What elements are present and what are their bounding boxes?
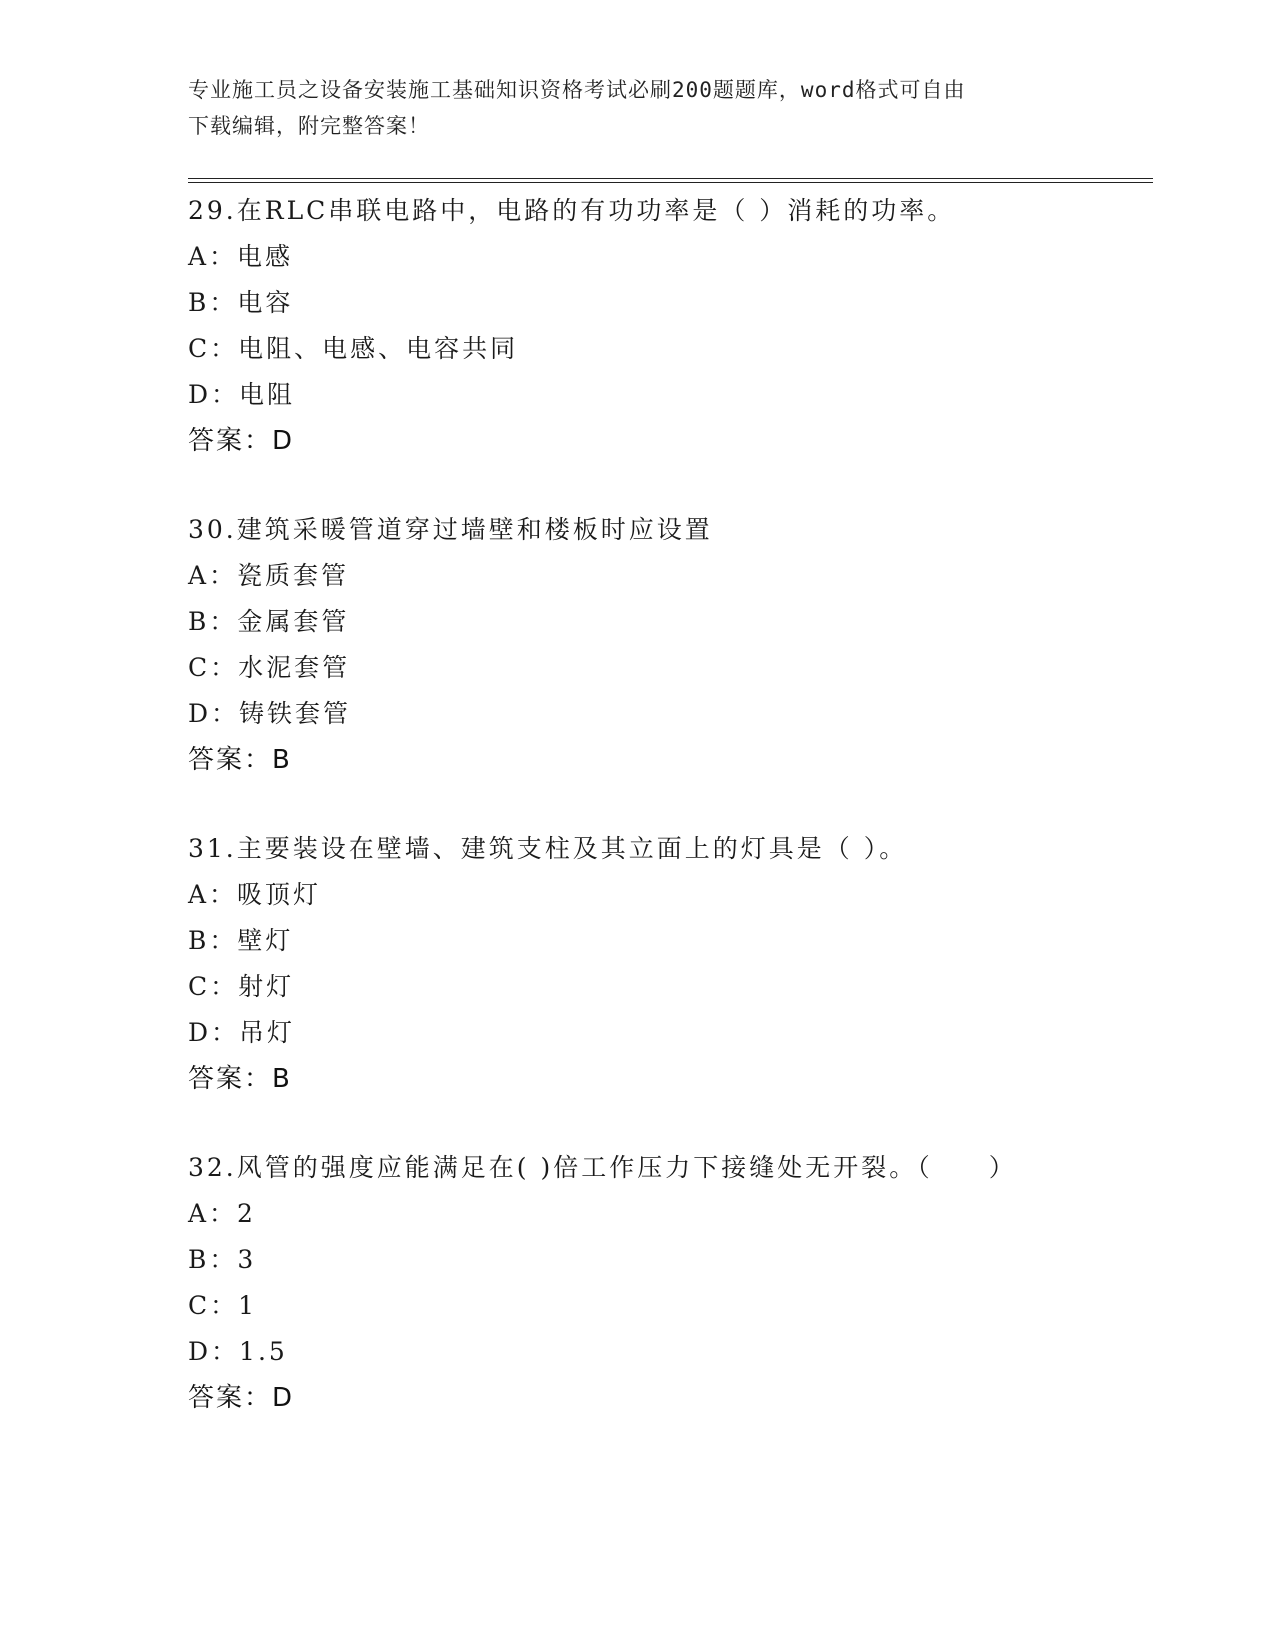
option-b: B：3 — [188, 1245, 257, 1274]
question-title: 30.建筑采暖管道穿过墙壁和楼板时应设置 — [188, 515, 713, 544]
header-line-2: 下载编辑，附完整答案！ — [188, 114, 430, 138]
answer-value: D — [272, 426, 294, 456]
answer-label: 答案： — [188, 745, 273, 775]
option-d: D：铸铁套管 — [188, 699, 352, 728]
question-31 — [188, 826, 1148, 1102]
answer-value: B — [272, 745, 291, 775]
answer-value: B — [272, 1064, 291, 1094]
option-a: A：吸顶灯 — [188, 880, 322, 909]
answer-line — [188, 1375, 1148, 1421]
option-c: C：水泥套管 — [188, 653, 351, 682]
answer-line — [188, 1056, 1148, 1102]
option-c: C：1 — [188, 1291, 258, 1320]
header-divider-top — [188, 178, 1153, 179]
option-c: C：电阻、电感、电容共同 — [188, 334, 519, 363]
option-a: A：2 — [188, 1199, 256, 1228]
question-title: 31.主要装设在壁墙、建筑支柱及其立面上的灯具是（ ）。 — [188, 834, 908, 863]
question-32 — [188, 1145, 1148, 1421]
header-divider-bottom — [188, 182, 1153, 183]
option-a: A：瓷质套管 — [188, 561, 350, 590]
option-b: B：电容 — [188, 288, 294, 317]
option-d: D：电阻 — [188, 380, 296, 409]
answer-line — [188, 418, 1148, 464]
answer-value: D — [272, 1383, 294, 1413]
option-a: A：电感 — [188, 242, 294, 271]
answer-label: 答案： — [188, 1064, 273, 1094]
option-d: D：吊灯 — [188, 1018, 296, 1047]
answer-label: 答案： — [188, 1383, 273, 1413]
question-30 — [188, 507, 1148, 783]
option-b: B：壁灯 — [188, 926, 294, 955]
option-b: B：金属套管 — [188, 607, 350, 636]
answer-line — [188, 737, 1148, 783]
option-c: C：射灯 — [188, 972, 295, 1001]
question-title: 29.在RLC串联电路中，电路的有功功率是（ ）消耗的功率。 — [188, 196, 956, 225]
answer-label: 答案： — [188, 426, 273, 456]
question-title: 32.风管的强度应能满足在( )倍工作压力下接缝处无开裂。（ ） — [188, 1153, 1017, 1182]
header-line-1: 专业施工员之设备安装施工基础知识资格考试必刷200题题库，word格式可自由 — [188, 78, 966, 102]
option-d: D：1.5 — [188, 1337, 288, 1366]
document-header — [188, 72, 1068, 144]
question-29 — [188, 188, 1148, 464]
